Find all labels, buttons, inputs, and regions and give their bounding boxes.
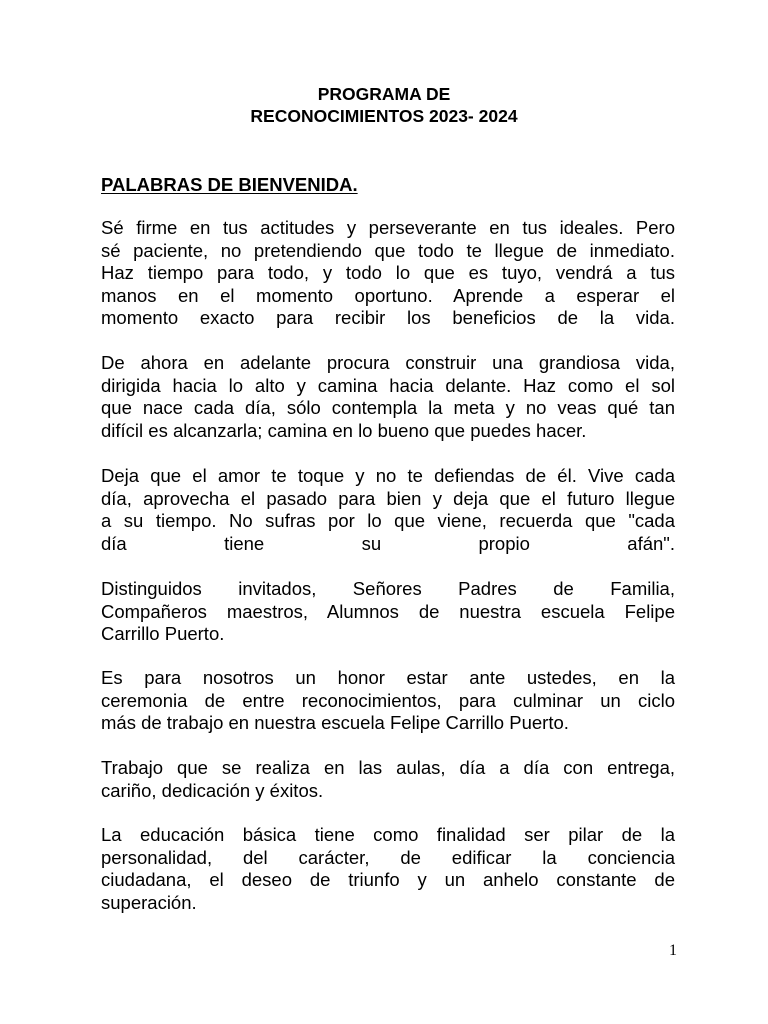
paragraph-line: sé paciente, no pretendiendo que todo te llegue de inmediato. (101, 239, 675, 261)
paragraph-line: Haz tiempo para todo, y todo lo que es tuyo, vendrá a tus (101, 262, 675, 283)
document-title-line-2: RECONOCIMIENTOS 2023- 2024 (250, 106, 518, 126)
paragraph-line: ceremonia de entre reconocimientos, para culminar un ciclo (101, 689, 675, 711)
paragraph-line: Carrillo Puerto. (101, 623, 225, 644)
paragraph-line: Deja que el amor te toque y no te defiendas de él. Vive cada (101, 465, 675, 486)
paragraph-line: a su tiempo. No sufras por lo que viene, recuerda que "cada (101, 510, 675, 531)
paragraph-line: superación. (101, 891, 197, 913)
paragraph-line: Sé firme en tus actitudes y perseverante en tus ideales. Pero (101, 217, 675, 238)
paragraph-line: cariño, dedicación y éxitos. (101, 779, 324, 801)
paragraph-line: manos en el momento oportuno. Aprende a esperar el (101, 284, 675, 306)
paragraph-line: difícil es alcanzarla; camina en lo bueno que puedes hacer. (101, 419, 587, 441)
page-number: 1 (669, 942, 677, 959)
paragraph-line: día, aprovecha el pasado para bien y deja que el futuro llegue (101, 487, 675, 509)
paragraph-line: día tiene su propio afán". (101, 532, 675, 554)
paragraph-line: Es para nosotros un honor estar ante ustedes, en la (101, 667, 675, 688)
paragraph-line: personalidad, del carácter, de edificar la conciencia (101, 846, 675, 868)
paragraph-line: Compañeros maestros, Alumnos de nuestra escuela Felipe (101, 600, 675, 622)
paragraph-line: momento exacto para recibir los beneficios de la vida. (101, 307, 675, 328)
paragraph-7 (101, 824, 675, 914)
paragraph-line: La educación básica tiene como finalidad ser pilar de la (101, 824, 675, 845)
paragraph-line: De ahora en adelante procura construir una grandiosa vida, (101, 352, 675, 373)
paragraph-line: Distinguidos invitados, Señores Padres de Familia, (101, 578, 675, 599)
paragraph-3 (101, 465, 675, 555)
paragraph-line: dirigida hacia lo alto y camina hacia delante. Haz como el sol (101, 374, 675, 396)
paragraph-line: que nace cada día, sólo contempla la meta y no veas qué tan (101, 397, 675, 418)
paragraph-4 (101, 578, 675, 646)
paragraph-2 (101, 352, 675, 442)
paragraph-line: Trabajo que se realiza en las aulas, día a día con entrega, (101, 757, 675, 778)
paragraph-5 (101, 667, 675, 735)
paragraph-line: más de trabajo en nuestra escuela Felipe Carrillo Puerto. (101, 712, 569, 733)
paragraph-6 (101, 757, 675, 802)
paragraph-1 (101, 217, 675, 330)
document-title-line-1: PROGRAMA DE (317, 84, 451, 104)
section-heading: PALABRAS DE BIENVENIDA. (101, 174, 358, 195)
paragraph-line: ciudadana, el deseo de triunfo y un anhelo constante de (101, 869, 675, 890)
